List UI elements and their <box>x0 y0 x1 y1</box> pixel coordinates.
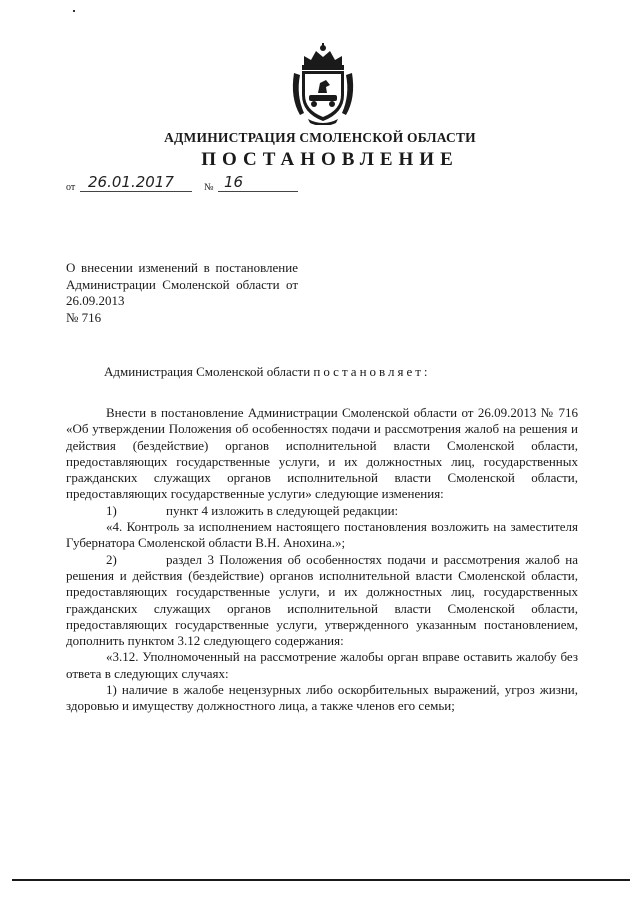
scan-speck <box>73 10 75 12</box>
document-type-title: ПОСТАНОВЛЕНИЕ <box>201 149 459 170</box>
intro-paragraph: Внести в постановление Администрации Смоленской области от 26.09.2013 № 716 «Об утверждении Положения об особенностях подачи и рассмотрения жалоб на решения и действия (бездействие) органов исполнительной власти Смоленской области, предоставляющих государственные услуги, и их должностных лиц, государственных гражданских служащих органов исполнительной власти Смоленской области, предоставляющих государственные услуги» следующие изменения: <box>66 405 578 502</box>
date-number-line <box>66 173 306 198</box>
number-prefix: № <box>204 182 214 193</box>
item-2 <box>66 552 578 650</box>
item-2-number: 2) <box>106 551 117 567</box>
item-1-number: 1) <box>106 502 117 518</box>
preamble-text: Администрация Смоленской области <box>104 364 311 379</box>
coat-of-arms-icon <box>290 43 356 125</box>
item-2-text: раздел 3 Положения об особенностях подачи и рассмотрения жалоб на решения и действия (бездействие) органов исполнительной власти Смоленской области, предоставляющих государственные услуги, и их должностных лиц, государственных гражданских служащих органов исполнительной власти Смоленской области, предоставляющих государственные услуги, утвержденного указанным постановлением, дополнить пунктом 3.12 следующего содержания: <box>66 551 578 649</box>
handwritten-date: 26.01.2017 <box>80 174 192 192</box>
handwritten-number: 16 <box>218 174 298 192</box>
item-1 <box>66 503 578 519</box>
subject-block <box>66 260 298 326</box>
preamble <box>104 364 431 380</box>
item-1-text: пункт 4 изложить в следующей редакции: <box>166 502 399 518</box>
subject-text-last-line: № 716 <box>66 309 102 325</box>
date-prefix: от <box>66 182 76 193</box>
subitem-1: 1) наличие в жалобе нецензурных либо оскорбительных выражений, угроз жизни, здоровью и имуществу должностного лица, а также членов его семьи; <box>66 682 578 714</box>
document-body <box>66 405 578 715</box>
page-bottom-rule <box>12 879 630 881</box>
preamble-verb: постановляет: <box>313 364 431 379</box>
organization-name: АДМИНИСТРАЦИЯ СМОЛЕНСКОЙ ОБЛАСТИ <box>164 130 476 145</box>
subject-text: О внесении изменений в постановление Администрации Смоленской области от 26.09.2013 <box>66 260 298 309</box>
item-2-quote: «3.12. Уполномоченный на рассмотрение жалобы орган вправе оставить жалобу без ответа в следующих случаях: <box>66 649 578 681</box>
item-1-quote: «4. Контроль за исполнением настоящего постановления возложить на заместителя Губернатора Смоленской области В.Н. Анохина.»; <box>66 519 578 551</box>
